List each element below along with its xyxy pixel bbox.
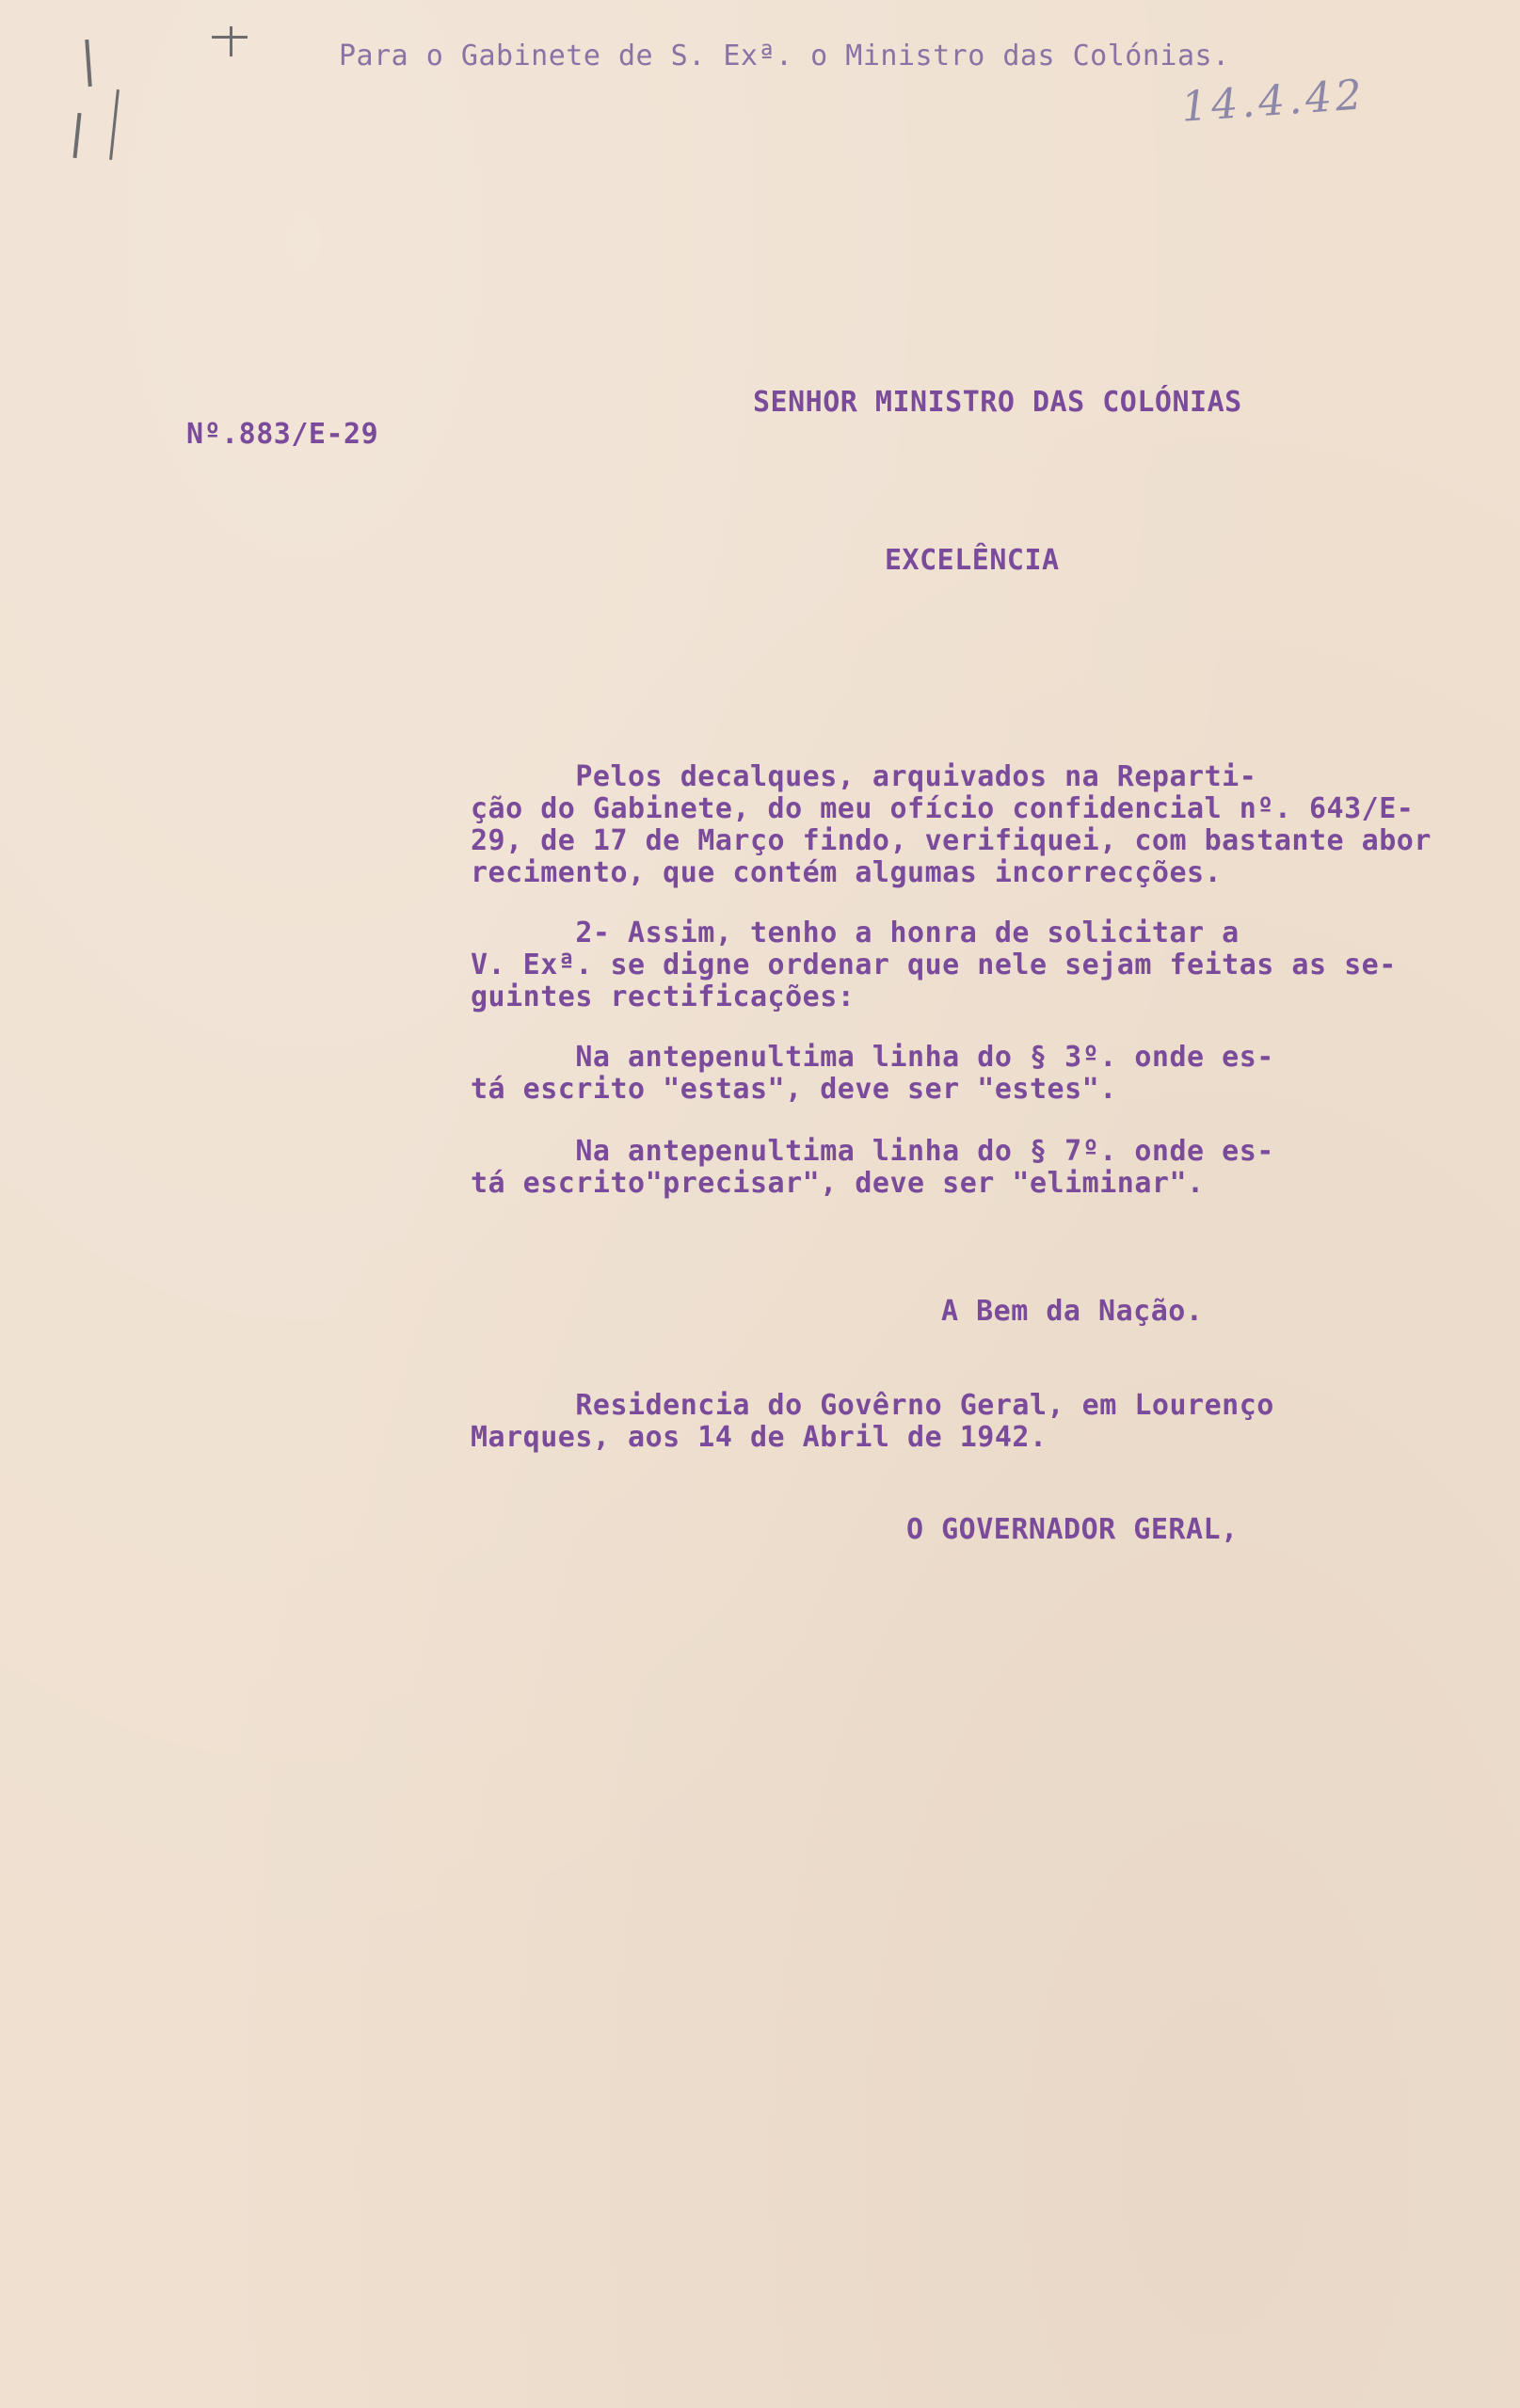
margin-mark [230,26,232,56]
closing: A Bem da Nação. [941,1295,1204,1328]
text-line: V. Exª. se digne ordenar que nele sejam feitas as se- [471,949,1397,981]
handwritten-date: 14.4.42 [1179,71,1368,132]
text-line: recimento, que contém algumas incorrecções. [471,856,1223,889]
salutation: EXCELÊNCIA [885,544,1060,577]
text-line: guintes rectificações: [471,981,856,1013]
text-line: Pelos decalques, arquivados na Reparti- [471,760,1257,793]
paragraph-1 [471,760,1432,888]
text-line: 29, de 17 de Março findo, verifiquei, com bastante abor [471,824,1432,857]
reference-number: Nº.883/E-29 [186,418,379,451]
margin-mark [85,40,91,87]
paragraph-2 [471,917,1397,1013]
text-line: Na antepenultima linha do § 7º. onde es- [471,1135,1274,1168]
addressee: SENHOR MINISTRO DAS COLÓNIAS [753,386,1242,419]
correction-1 [471,1041,1274,1105]
text-line: Na antepenultima linha do § 3º. onde es- [471,1041,1274,1074]
margin-mark [109,89,120,160]
text-line: 2- Assim, tenho a honra de solicitar a [471,917,1240,949]
routing-line: Para o Gabinete de S. Exª. o Ministro das Colónias. [339,40,1230,72]
text-line: ção do Gabinete, do meu ofício confidencial nº. 643/E- [471,792,1415,825]
text-line: Marques, aos 14 de Abril de 1942. [471,1421,1048,1454]
text-line: tá escrito "estas", deve ser "estes". [471,1073,1117,1106]
text-line: tá escrito"precisar", deve ser "eliminar". [471,1167,1205,1200]
signature-title: O GOVERNADOR GERAL, [906,1513,1239,1546]
place-date [471,1389,1274,1453]
text-line: Residencia do Govêrno Geral, em Lourenço [471,1389,1274,1422]
margin-mark [73,113,82,158]
correction-2 [471,1135,1274,1199]
